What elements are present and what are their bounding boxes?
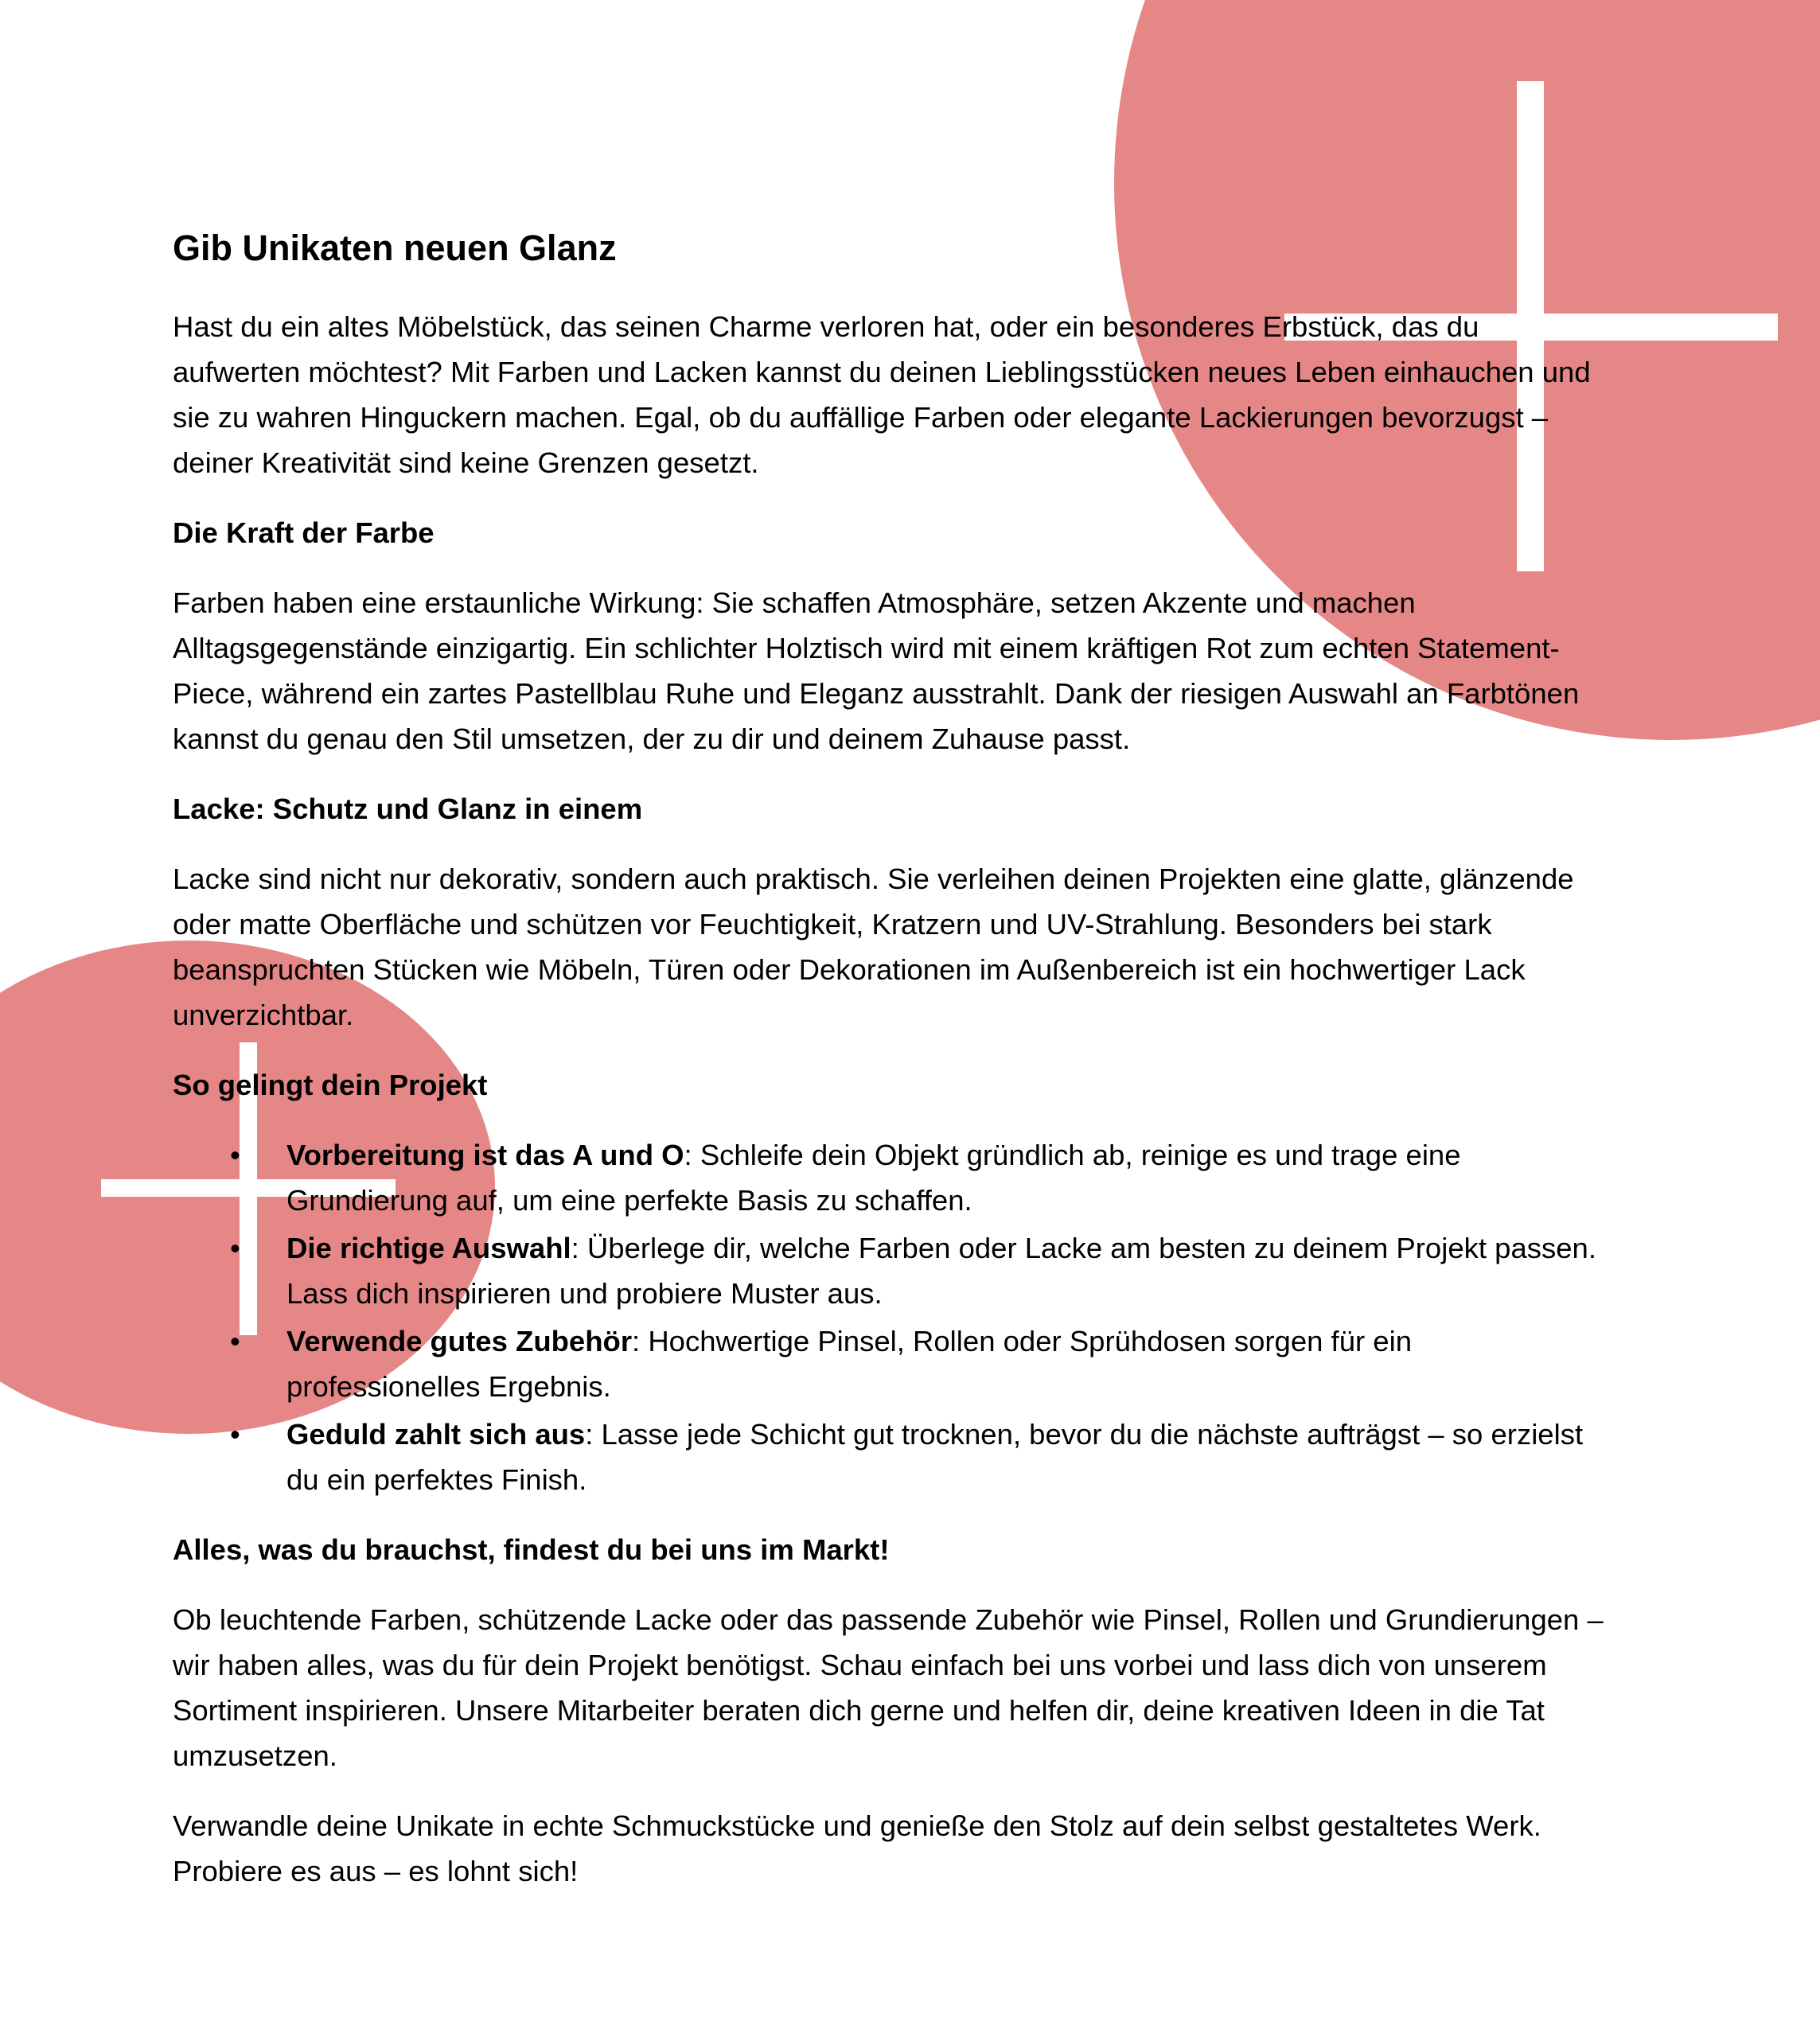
bullet-icon: • — [230, 1418, 240, 1451]
steps-list — [173, 1132, 1605, 1502]
section-heading: Die Kraft der Farbe — [173, 516, 435, 549]
steps-heading: So gelingt dein Projekt — [173, 1069, 488, 1101]
list-item — [173, 1132, 1605, 1223]
step-text: : Schleife dein Objekt gründlich ab, reinige es und trage eine Grundierung auf, um eine perfekte Basis zu schaffen. — [286, 1139, 1461, 1217]
document-title: Gib Unikaten neuen Glanz — [173, 228, 617, 268]
closing-heading: Alles, was du brauchst, findest du bei uns im Markt! — [173, 1533, 890, 1566]
step-text: : Überlege dir, welche Farben oder Lacke am besten zu deinem Projekt passen. Lass dich inspirieren und probiere Muster aus. — [286, 1232, 1596, 1310]
list-item — [173, 1318, 1605, 1409]
bullet-icon: • — [230, 1232, 240, 1264]
step-term: Geduld zahlt sich aus — [286, 1418, 586, 1451]
step-term: Vorbereitung ist das A und O — [286, 1139, 684, 1171]
step-text: : Lasse jede Schicht gut trocknen, bevor du die nächste aufträgst – so erzielst du ein perfektes Finish. — [286, 1418, 1584, 1496]
list-item — [173, 1225, 1605, 1316]
step-term: Verwende gutes Zubehör — [286, 1325, 633, 1357]
intro-paragraph: Hast du ein altes Möbelstück, das seinen Charme verloren hat, oder ein besonderes Erbstück, das du aufwerten möchtest? Mit Farben und Lacken kannst du deinen Lieblingsstücken neues Leben einhauchen und sie zu wahren Hinguckern machen. Egal, ob du auffällige Farben oder elegante Lackierungen bevorzugst – deiner Kreativität sind keine Grenzen gesetzt. — [173, 310, 1591, 479]
closing-paragraph: Ob leuchtende Farben, schützende Lacke oder das passende Zubehör wie Pinsel, Rollen und Grundierungen – wir haben alles, was du für dein Projekt benötigst. Schau einfach bei uns vorbei und lass dich von unserem Sortiment inspirieren. Unsere Mitarbeiter beraten dich gerne und helfen dir, deine kreativen Ideen in die Tat umzusetzen. — [173, 1603, 1604, 1772]
section-paragraph: Farben haben eine erstaunliche Wirkung: Sie schaffen Atmosphäre, setzen Akzente und machen Alltagsgegenstände einzigartig. Ein schlichter Holztisch wird mit einem kräftigen Rot zum echten Statement-Piece, während ein zartes Pastellblau Ruhe und Eleganz ausstrahlt. Dank der riesigen Auswahl an Farbtönen kannst du genau den Stil umsetzen, der zu dir und deinem Zuhause passt. — [173, 586, 1580, 755]
document-body — [173, 223, 1605, 1918]
section-paragraph: Lacke sind nicht nur dekorativ, sondern auch praktisch. Sie verleihen deinen Projekten eine glatte, glänzende oder matte Oberfläche und schützen vor Feuchtigkeit, Kratzern und UV-Strahlung. Besonders bei stark beanspruchten Stücken wie Möbeln, Türen oder Dekorationen im Außenbereich ist ein hochwertiger Lack unverzichtbar. — [173, 863, 1574, 1031]
list-item — [173, 1412, 1605, 1502]
bullet-icon: • — [230, 1139, 240, 1171]
section-heading: Lacke: Schutz und Glanz in einem — [173, 793, 643, 825]
step-text: : Hochwertige Pinsel, Rollen oder Sprühdosen sorgen für ein professionelles Ergebnis. — [286, 1325, 1413, 1403]
step-term: Die richtige Auswahl — [286, 1232, 571, 1264]
final-paragraph: Verwandle deine Unikate in echte Schmuckstücke und genieße den Stolz auf dein selbst gestaltetes Werk. Probiere es aus – es lohnt sich! — [173, 1809, 1541, 1887]
bullet-icon: • — [230, 1325, 240, 1357]
